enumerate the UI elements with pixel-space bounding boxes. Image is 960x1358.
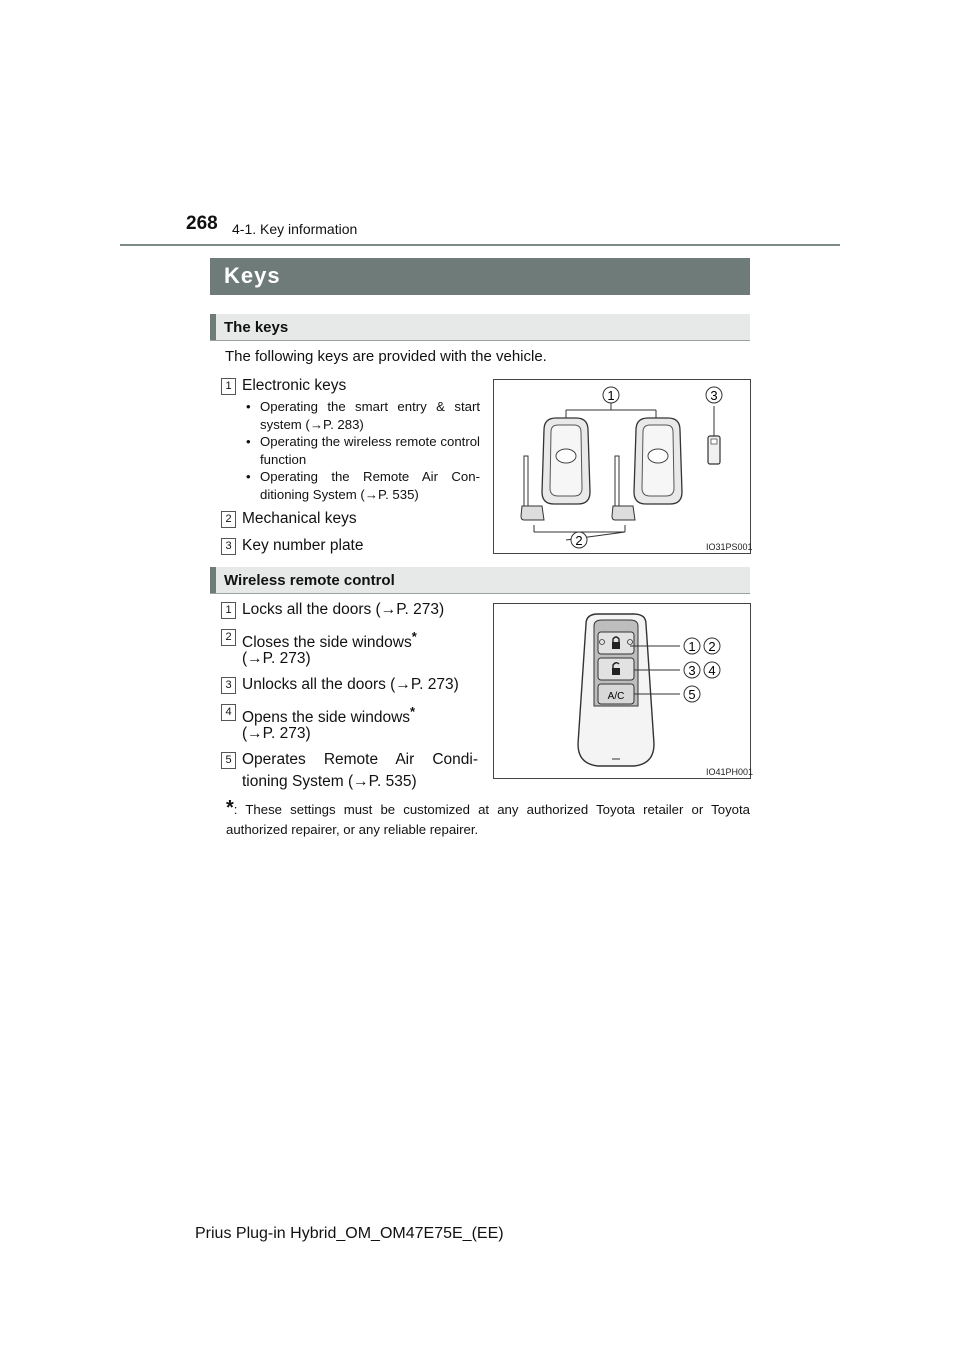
number-badge: 2 (221, 511, 236, 528)
callout-label: 1 (607, 388, 615, 403)
callout-label: 5 (688, 687, 696, 702)
callout-label: 3 (710, 388, 718, 403)
item-key-number-plate: Key number plate (242, 537, 364, 554)
callout-label: 4 (708, 663, 716, 678)
subheading-the-keys (210, 314, 750, 341)
remote-illustration (494, 604, 750, 778)
page-title: Keys (224, 263, 281, 288)
item-open-windows-label: Opens the side windows (242, 709, 411, 727)
number-badge: 1 (221, 602, 236, 619)
item-mechanical-keys: Mechanical keys (242, 510, 357, 527)
item-close-windows-ref: (→P. 273) (242, 650, 311, 667)
asterisk-marker: * (411, 629, 417, 644)
electronic-keys-bullets (244, 398, 480, 503)
subheading-wireless-remote (210, 567, 750, 594)
lock-icon (612, 642, 620, 649)
item-remote-ac-ref: tioning System (→P. 535) (242, 773, 417, 790)
subheading-the-keys-label: The keys (224, 319, 289, 336)
ac-button-label: A/C (607, 691, 625, 702)
number-badge: 1 (221, 378, 236, 395)
subheading-wireless-remote-label: Wireless remote control (224, 572, 395, 589)
item-lock-doors: Locks all the doors (→P. 273) (242, 601, 445, 618)
item-remote-ac: Operates Remote Air Condi- (242, 751, 478, 768)
callout-label: 2 (575, 533, 583, 548)
footnote (226, 798, 750, 840)
item-open-windows-ref: (→P. 273) (242, 725, 311, 742)
keys-figure (493, 379, 751, 554)
bullet-item: • Operating the smart entry & start system (→P. 283) (244, 398, 480, 433)
item-unlock-doors: Unlocks all the doors (→P. 273) (242, 676, 459, 693)
callout-label: 3 (688, 663, 696, 678)
keys-illustration (494, 380, 750, 553)
number-badge: 5 (221, 752, 236, 769)
section-reference: 4-1. Key information (232, 221, 358, 237)
footnote-text: : These settings must be customized at any authorized Toyota retailer or Toyota authorized repairer, or any reliable repairer. (226, 802, 750, 837)
figure-code: IO41PH001 (706, 767, 754, 777)
unlock-icon (612, 668, 620, 675)
figure-code: IO31PS001 (706, 542, 753, 552)
number-badge: 3 (221, 677, 236, 694)
page-title-bar (210, 258, 750, 295)
item-close-windows-label: Closes the side windows (242, 634, 412, 652)
number-badge: 2 (221, 629, 236, 646)
number-badge: 4 (221, 704, 236, 721)
footer-doc-id: Prius Plug-in Hybrid_OM_OM47E75E_(EE) (195, 1225, 504, 1242)
keys-intro: The following keys are provided with the vehicle. (225, 348, 547, 365)
asterisk-marker: * (410, 704, 416, 719)
callout-label: 1 (688, 639, 696, 654)
callout-label: 2 (708, 639, 716, 654)
number-badge: 3 (221, 538, 236, 555)
bullet-item: • Operating the Remote Air Con-ditioning System (→P. 535) (244, 468, 480, 503)
bullet-item: • Operating the wireless remote control function (244, 433, 480, 468)
page-number: 268 (186, 213, 218, 234)
item-electronic-keys: Electronic keys (242, 377, 347, 394)
remote-figure (493, 603, 754, 779)
header-divider (120, 244, 840, 246)
footnote-asterisk: * (226, 797, 234, 819)
